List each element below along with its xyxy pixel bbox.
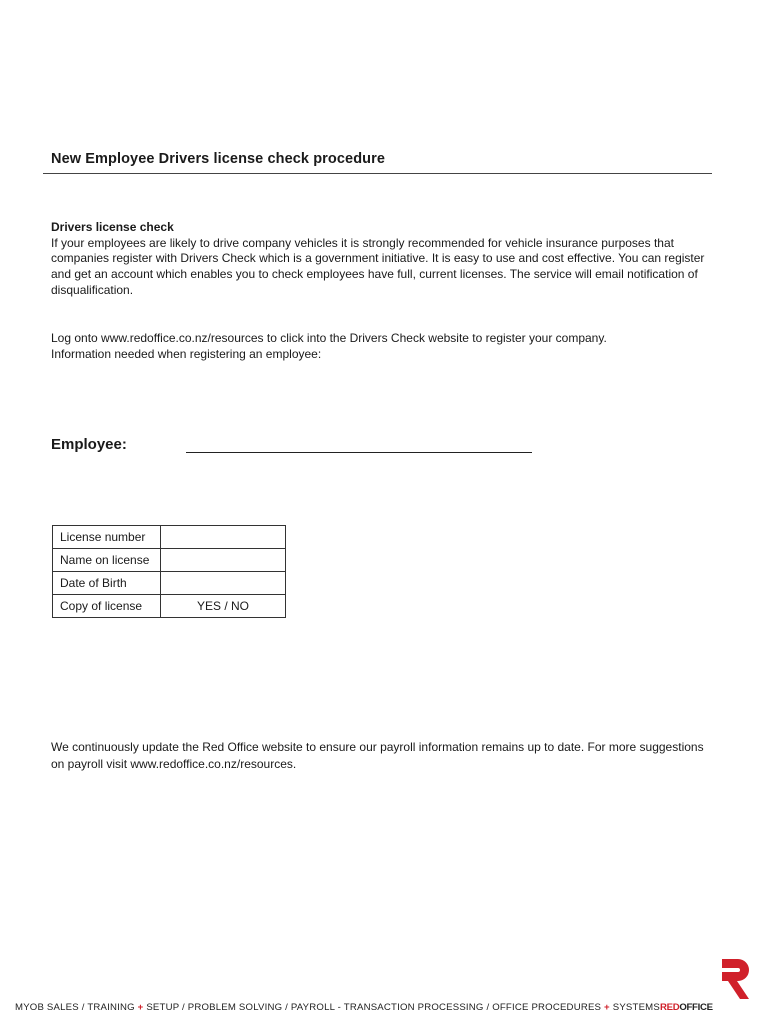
footer-item: OFFICE PROCEDURES — [492, 1002, 602, 1013]
footer-item: PAYROLL — [290, 1002, 335, 1013]
table-row-label: Date of Birth — [53, 572, 161, 595]
footer-separator: + — [137, 1002, 144, 1013]
name-on-license-field[interactable] — [161, 549, 286, 572]
page-title: New Employee Drivers license check procedure — [51, 151, 386, 167]
section-heading: Drivers license check — [51, 220, 174, 234]
employee-label: Employee: — [51, 436, 127, 453]
footer-item: SYSTEMS — [612, 1002, 660, 1013]
table-row-label: Copy of license — [53, 595, 161, 618]
footer-separator: / — [182, 1002, 185, 1013]
table-row — [53, 549, 286, 572]
login-line-1: Log onto www.redoffice.co.nz/resources to click into the Drivers Check website to register your company. — [51, 331, 607, 345]
footer-separator: / — [81, 1002, 85, 1013]
employee-info-table — [52, 525, 286, 618]
table-row — [53, 595, 286, 618]
table-row-label: Name on license — [53, 549, 161, 572]
footer-separator: + — [604, 1002, 610, 1013]
login-instructions — [51, 330, 716, 362]
footer-separator: - — [337, 1002, 342, 1013]
footer-item: MYOB SALES — [15, 1002, 79, 1013]
table-row-label: License number — [53, 526, 161, 549]
employee-name-line[interactable] — [186, 452, 532, 453]
footer-item: SETUP — [146, 1002, 180, 1013]
copy-of-license-field[interactable]: YES / NO — [161, 595, 286, 618]
closing-paragraph: We continuously update the Red Office website to ensure our payroll information remains up to date. For more suggestions on payroll visit www.redoffice.co.nz/resources. — [51, 740, 704, 771]
table-row — [53, 572, 286, 595]
drivers-license-section — [51, 220, 716, 299]
brand-name-red: RED — [659, 1002, 680, 1013]
footer-item: TRAINING — [87, 1002, 135, 1013]
footer-item: PROBLEM SOLVING — [187, 1002, 283, 1013]
footer-separator: / — [285, 1002, 289, 1013]
date-of-birth-field[interactable] — [161, 572, 286, 595]
login-line-2: Information needed when registering an employee: — [51, 347, 322, 361]
intro-paragraph: If your employees are likely to drive company vehicles it is strongly recommended for vehicle insurance purposes that companies register with Drivers Check which is a government initiative. It is easy to use and cost effective. You can register and get an account which enables you to check employees have full, current licenses. The service will email notification of disqualification. — [51, 235, 705, 297]
table-row — [53, 526, 286, 549]
redoffice-r-logo-icon — [722, 959, 750, 999]
footer-separator: / — [486, 1002, 490, 1013]
brand-name-dark: OFFICE — [679, 1002, 713, 1013]
footer-item: TRANSACTION PROCESSING — [343, 1002, 484, 1013]
footer-services-bar — [15, 1002, 755, 1013]
license-number-field[interactable] — [161, 526, 286, 549]
title-divider — [43, 173, 712, 174]
